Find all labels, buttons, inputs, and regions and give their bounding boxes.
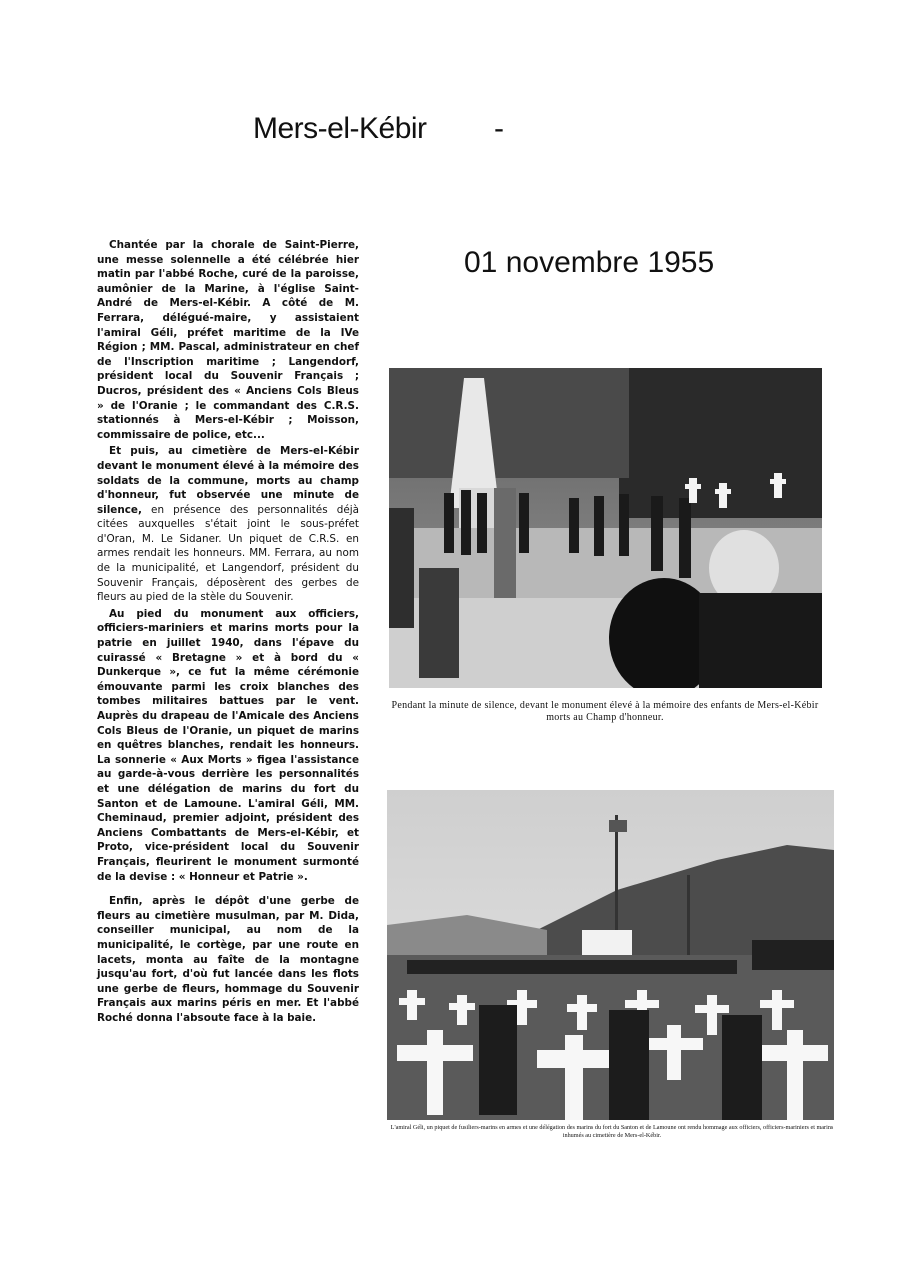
page-title: Mers-el-Kébir bbox=[253, 112, 427, 145]
title-dash: - bbox=[494, 112, 504, 145]
article-paragraph-2-rest: en présence des personnalités déjà citées auxquelles s'était joint le sous-préfet d'Oran, M. Le Sidaner. Un piquet de C.R.S. en armes rendait les honneurs. MM. Ferrara, au nom de la municipalité, et Langendorf, président du Souvenir Français, déposèrent des gerbes de fleurs au pied de la stèle du Souvenir. bbox=[97, 503, 359, 604]
photo-monument-ceremony bbox=[389, 368, 822, 688]
photo-military-cemetery bbox=[387, 790, 834, 1120]
article-column bbox=[97, 238, 359, 1027]
page-date: 01 novembre 1955 bbox=[464, 246, 715, 279]
photo-monument-caption: Pendant la minute de silence, devant le monument élevé à la mémoire des enfants de Mers-el-Kébir morts au Champ d'honneur. bbox=[391, 700, 819, 723]
article-paragraph-2-lead: Et puis, au cimetière de Mers-el-Kébir devant le monument élevé à la mémoire des soldats de la commune, morts au champ d'honneur, fut observée une minute de silence, bbox=[97, 445, 359, 516]
photo-cemetery-caption: L'amiral Géli, un piquet de fusiliers-marins en armes et une délégation des marins du fort du Santon et de Lamoune ont rendu hommage aux officiers, officiers-mariniers et marins inhumés au cimetière de Mers-el-Kébir. bbox=[390, 1124, 834, 1139]
article-paragraph-4: Enfin, après le dépôt d'une gerbe de fleurs au cimetière musulman, par M. Dida, conseiller municipal, au nom de la municipalité, le cortège, par une route en lacets, monta au faîte de la montagne jusqu'au fort, d'où fut lancée dans les flots une gerbe de fleurs, hommage du Souvenir Français aux marins péris en mer. Et l'abbé Roché donna l'absoute face à la baie. bbox=[97, 895, 359, 1024]
article-paragraph-1: Chantée par la chorale de Saint-Pierre, une messe solennelle a été célébrée hier matin par l'abbé Roche, curé de la paroisse, aumônier de la Marine, à l'église Saint-André de Mers-el-Kébir. A côté de M. Ferrara, délégué-maire, y assistaient l'amiral Géli, préfet maritime de la IVe Région ; MM. Pascal, administrateur en chef de l'Inscription maritime ; Langendorf, président local du Souvenir Français ; Ducros, président des « Anciens Cols Bleus » de l'Oranie ; le commandant des C.R.S. stationnés à Mers-el-Kébir ; Moisson, commissaire de police, etc... bbox=[97, 239, 359, 441]
article-paragraph-2 bbox=[97, 444, 359, 605]
article-paragraph-3: Au pied du monument aux officiers, officiers-mariniers et marins morts pour la patrie en juillet 1940, dans l'épave du cuirassé « Bretagne » et à bord du « Dunkerque », ce fut la même cérémonie émouvante parmi les croix blanches des tombes militaires battues par le vent. Auprès du drapeau de l'Amicale des Anciens Cols Bleus de l'Oranie, un piquet de marins en quêtres blanches, rendait les honneurs. La sonnerie « Aux Morts » figea l'assistance au garde-à-vous derrière les personnalités et une délégation de marins du fort du Santon et de Lamoune. L'amiral Géli, MM. Cheminaud, premier adjoint, président des Anciens Combattants de Mers-el-Kébir, et Proto, vice-président local du Souvenir Français, fleurirent le monument surmonté de la devise : « Honneur et Patrie ». bbox=[97, 607, 359, 883]
